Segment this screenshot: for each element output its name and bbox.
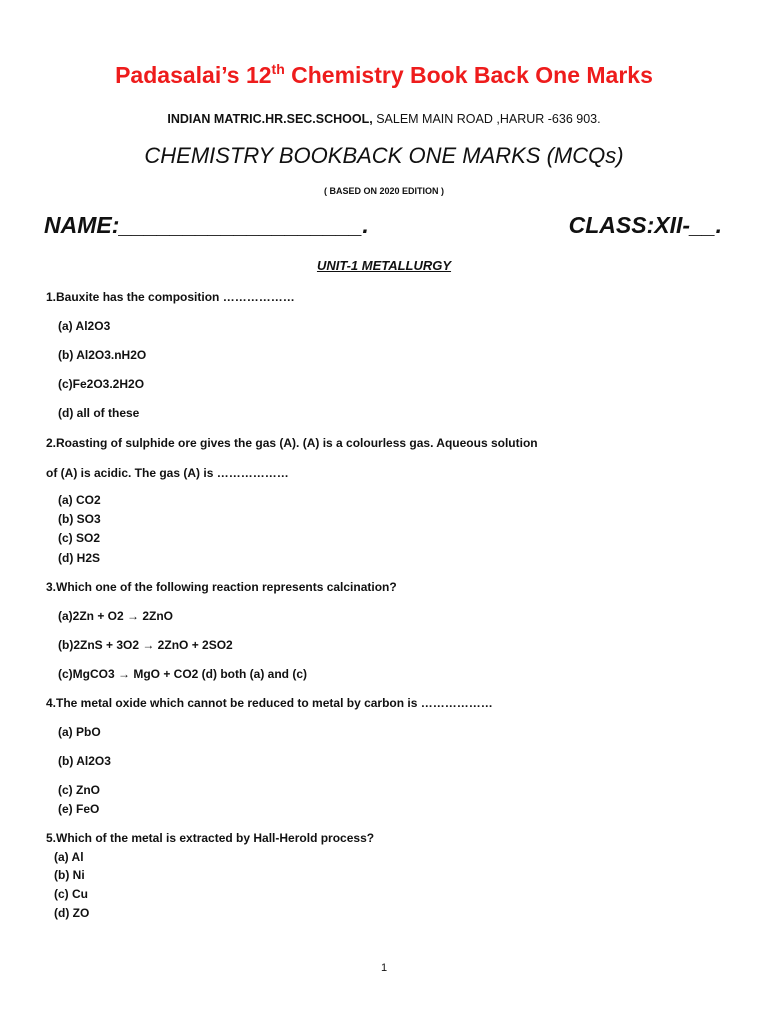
question-1-option-d: (d) all of these [58,406,140,420]
title-rest: Chemistry Book Back One Marks [284,62,653,88]
question-3-stem: 3.Which one of the following reaction represents calcination? [46,580,397,594]
title-superscript: th [271,61,285,77]
question-2-option-a: (a) CO2 [58,493,101,507]
question-5-option-a: (a) Al [54,850,84,864]
question-5-stem: 5.Which of the metal is extracted by Hall-Herold process? [46,831,375,845]
question-4-option-e: (e) FeO [58,802,100,816]
edition-note: ( BASED ON 2020 EDITION ) [323,186,445,196]
question-5-option-c: (c) Cu [54,887,88,901]
question-4-stem: 4.The metal oxide which cannot be reduced to metal by carbon is ……………… [46,696,493,710]
school-name: INDIAN MATRIC.HR.SEC.SCHOOL, [167,112,373,126]
question-2-option-b: (b) SO3 [58,512,101,526]
question-3-option-b: (b)2ZnS + 3O2 → 2ZnO + 2SO2 [58,638,233,652]
page-title [0,62,768,89]
question-5-option-d: (d) ZO [54,906,90,920]
question-4-option-b: (b) Al2O3 [58,754,111,768]
question-2-option-d: (d) H2S [58,551,100,565]
question-2-stem: 2.Roasting of sulphide ore gives the gas (A). (A) is a colourless gas. Aqueous solution [46,436,538,450]
question-3-option-a: (a)2Zn + O2 → 2ZnO [58,609,174,623]
page-number: 1 [380,962,388,974]
question-5-option-b: (b) Ni [54,868,85,882]
school-address [0,112,768,126]
name-field-line: NAME:___________________. [44,212,369,238]
class-field-line: CLASS:XII-__. [568,212,722,238]
section-heading: CHEMISTRY BOOKBACK ONE MARKS (MCQs) [144,143,624,168]
question-4-option-a: (a) PbO [58,725,101,739]
unit-title [0,258,768,273]
unit-title-text: UNIT-1 METALLURGY [316,258,452,273]
question-1-option-b: (b) Al2O3.nH2O [58,348,147,362]
school-location: SALEM MAIN ROAD ,HARUR -636 903. [372,112,601,126]
question-1-option-a: (a) Al2O3 [58,319,111,333]
question-2-stem-continued: of (A) is acidic. The gas (A) is ……………… [46,466,289,480]
question-2-option-c: (c) SO2 [58,531,101,545]
question-4-option-c: (c) ZnO [58,783,100,797]
title-main: Padasalai’s 12 [115,62,272,88]
question-3-option-cd: (c)MgCO3 → MgO + CO2 (d) both (a) and (c) [58,667,307,681]
question-1-option-c: (c)Fe2O3.2H2O [58,377,145,391]
question-1-stem: 1.Bauxite has the composition ……………… [46,290,295,304]
